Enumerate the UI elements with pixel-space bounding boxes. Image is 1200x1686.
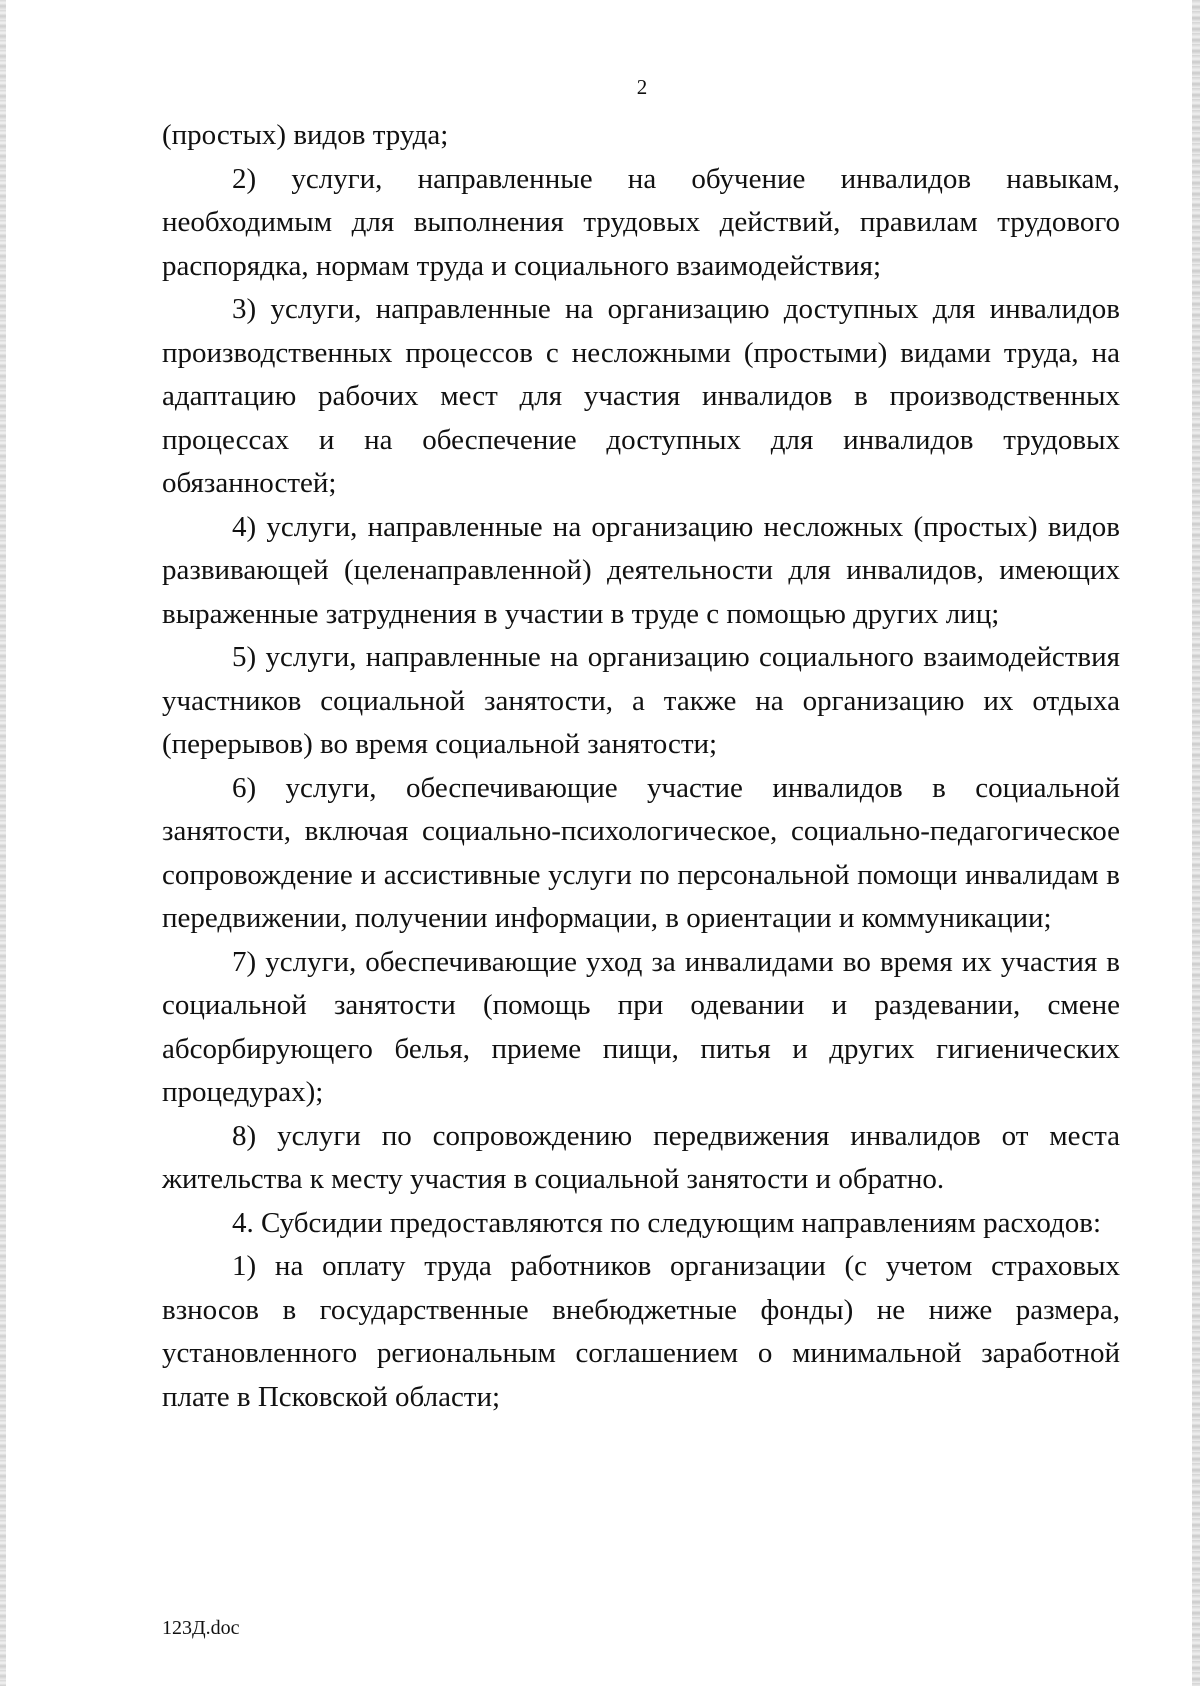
scan-edge-right xyxy=(1192,0,1200,1686)
paragraph-item-7: 7) услуги, обеспечивающие уход за инвалидами во время их участия в социальной занятости (помощь при одевании и раздевании, смене абсорбирующего белья, приеме пищи, питья и других гигиенических процедурах); xyxy=(162,945,1120,1108)
document-body xyxy=(162,114,1120,1419)
paragraph-continuation: (простых) видов труда; xyxy=(162,119,449,151)
paragraph-item-4: 4) услуги, направленные на организацию несложных (простых) видов развивающей (целенаправленной) деятельности для инвалидов, имеющих выраженные затруднения в участии в труде с помощью других лиц; xyxy=(162,510,1120,630)
paragraph-item-8: 8) услуги по сопровождению передвижения инвалидов от места жительства к месту участия в социальной занятости и обратно. xyxy=(162,1119,1120,1195)
footer-filename: 123Д.doc xyxy=(162,1617,240,1639)
paragraph-item-2: 2) услуги, направленные на обучение инвалидов навыкам, необходимым для выполнения трудовых действий, правилам трудового распорядка, нормам труда и социального взаимодействия; xyxy=(162,162,1120,282)
paragraph-item-5: 5) услуги, направленные на организацию социального взаимодействия участников социальной занятости, а также на организацию их отдыха (перерывов) во время социальной занятости; xyxy=(162,641,1120,760)
paragraph-section-4-item-1: 1) на оплату труда работников организации (с учетом страховых взносов в государственные внебюджетные фонды) не ниже размера, установленного региональным соглашением о минимальной заработной плате в Псковской области; xyxy=(162,1250,1120,1413)
paragraph-item-6: 6) услуги, обеспечивающие участие инвалидов в социальной занятости, включая социально-психологическое, социально-педагогическое сопровождение и ассистивные услуги по персональной помощи инвалидам в передвижении, получении информации, в ориентации и коммуникации; xyxy=(162,771,1120,934)
paragraph-item-3: 3) услуги, направленные на организацию доступных для инвалидов производственных процессов с несложными (простыми) видами труда, на адаптацию рабочих мест для участия инвалидов в производственных процессах и на обеспечение доступных для инвалидов трудовых обязанностей; xyxy=(162,293,1120,499)
scan-edge-left xyxy=(0,0,6,1686)
paragraph-section-4: 4. Субсидии предоставляются по следующим направлениям расходов: xyxy=(232,1206,1102,1239)
page-number: 2 xyxy=(636,75,648,99)
